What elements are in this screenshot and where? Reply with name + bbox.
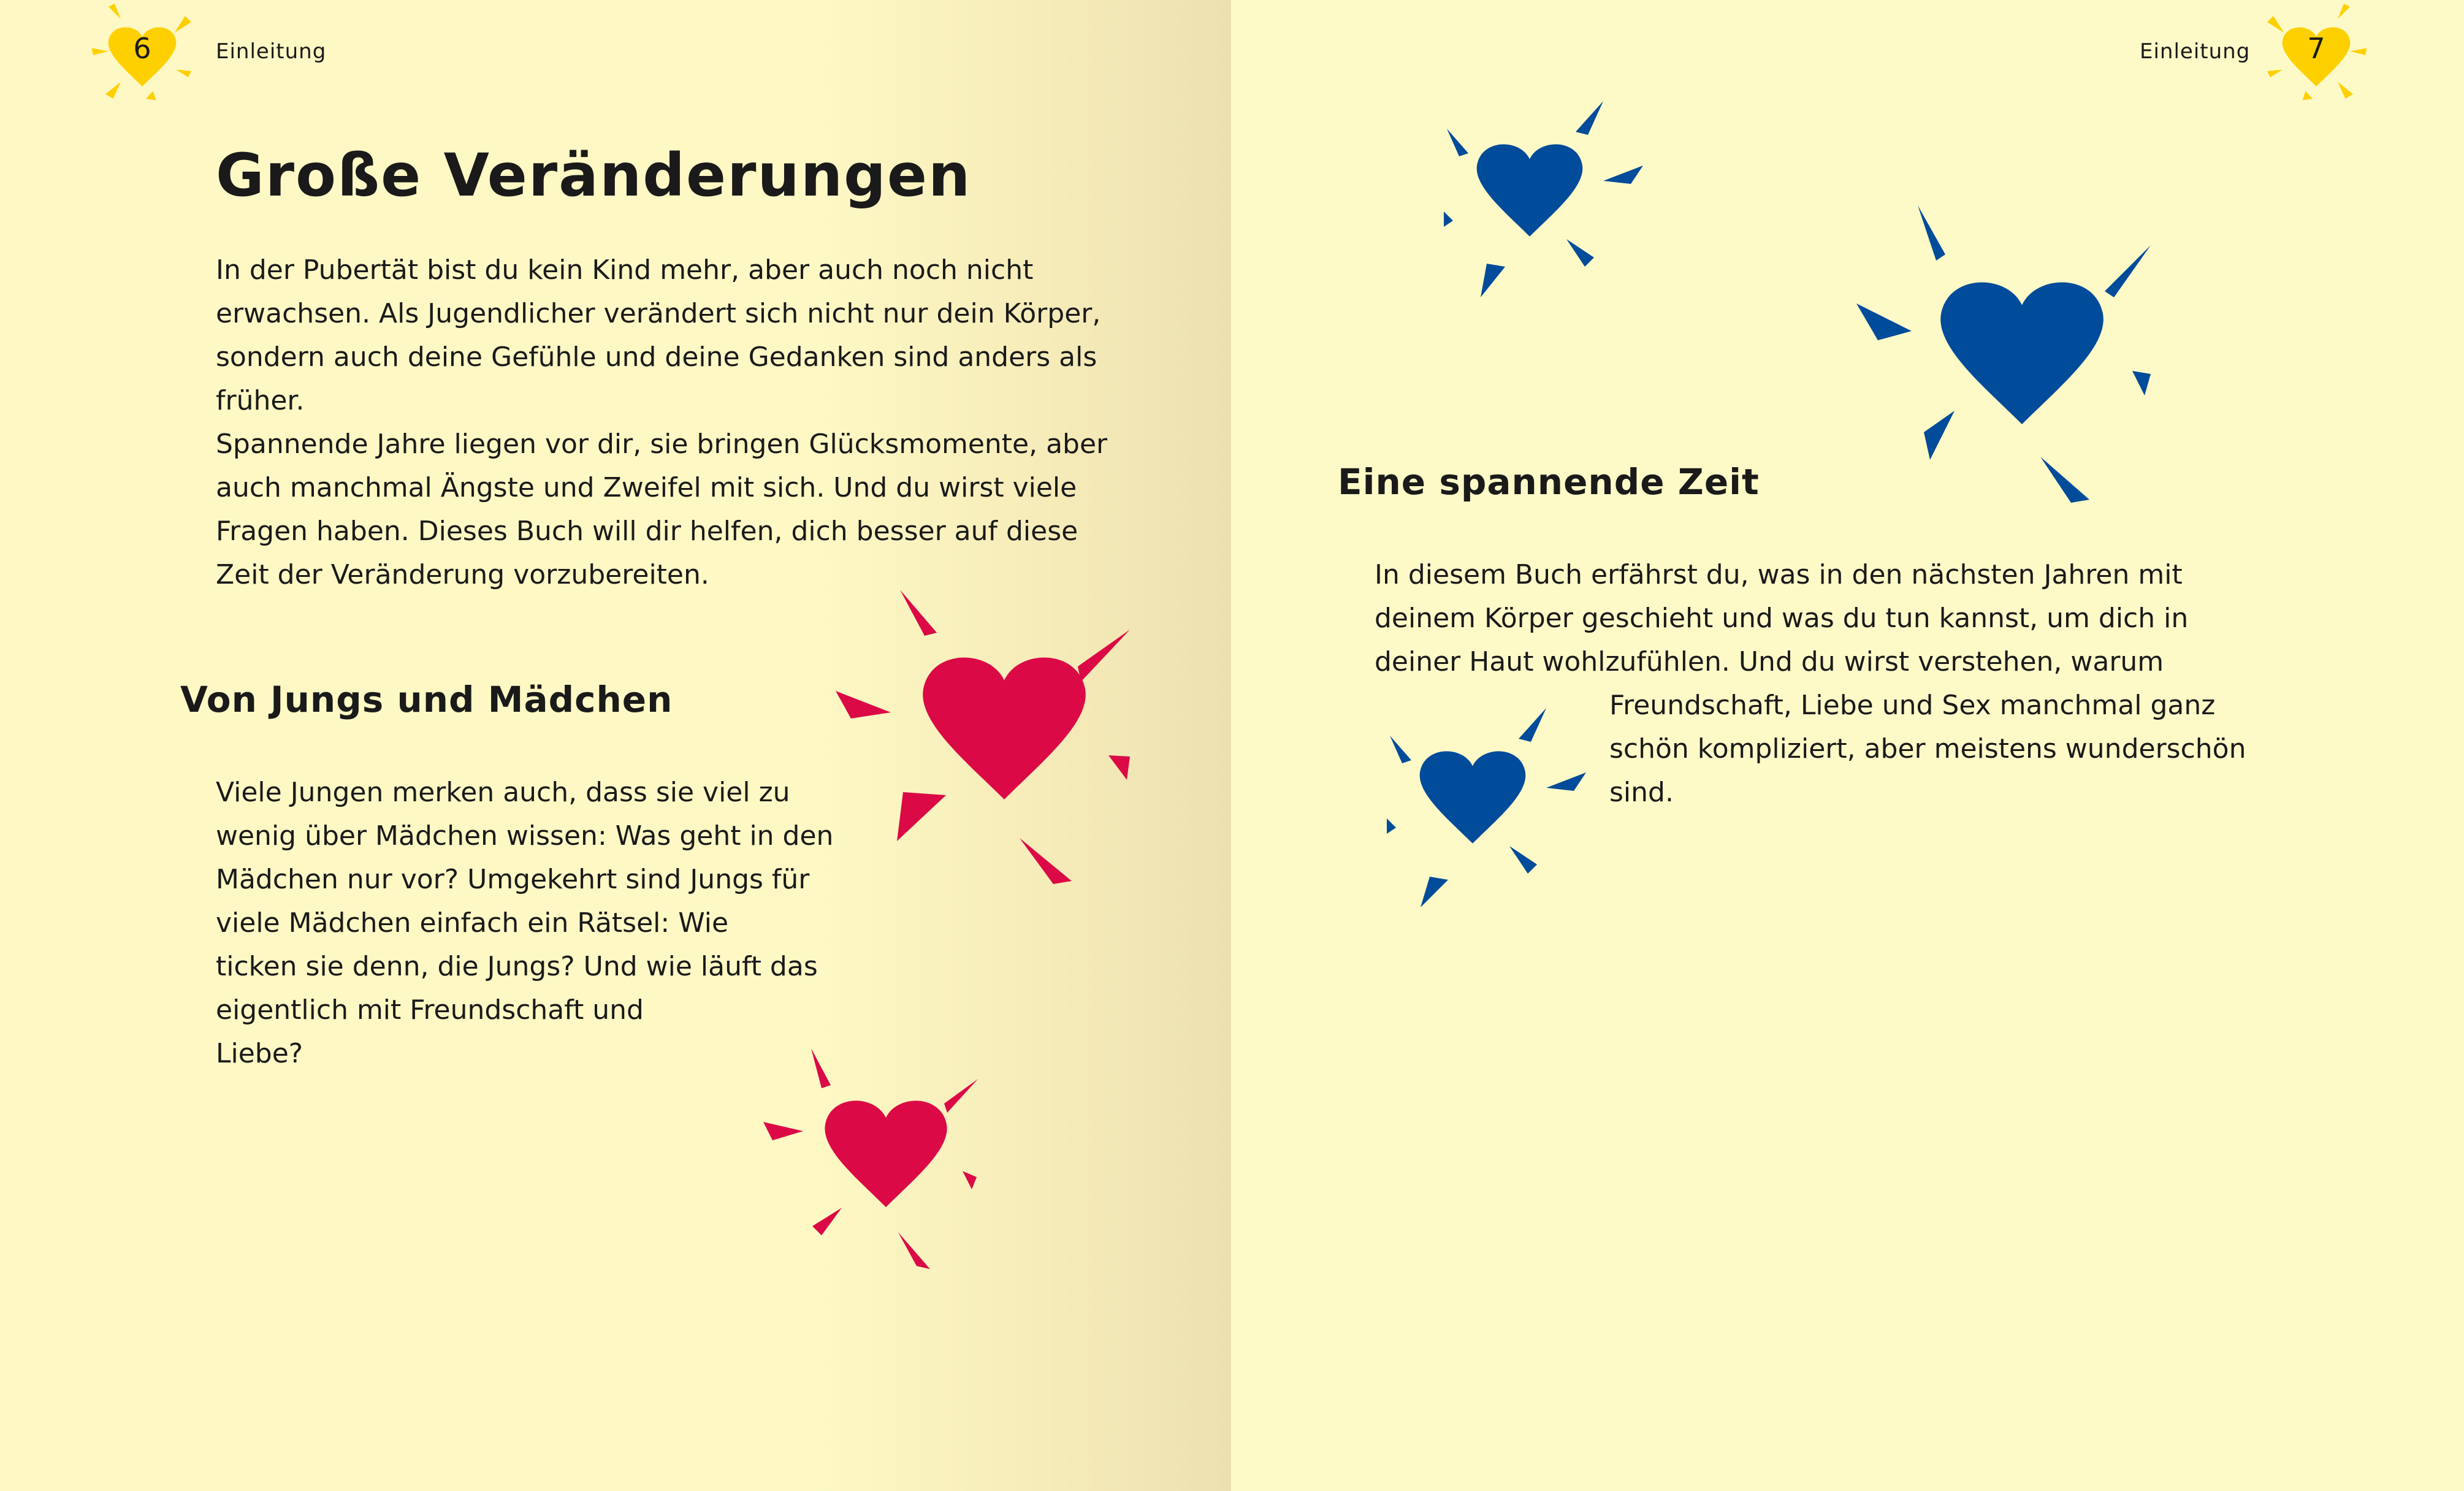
badge-ray — [2303, 91, 2313, 101]
badge-ray — [2338, 82, 2353, 99]
heart-ray — [1447, 129, 1468, 156]
heart-ray — [1390, 736, 1411, 763]
heart-ray — [1546, 772, 1586, 791]
heart-ray — [1519, 708, 1546, 742]
heart-ray — [812, 1208, 842, 1235]
blue-heart-burst-top — [1444, 101, 1643, 297]
section-heading-boys-girls: Von Jungs und Mädchen — [180, 679, 673, 720]
heart-ray — [1481, 264, 1505, 297]
heart-ray — [897, 792, 946, 841]
badge-ray — [176, 70, 191, 78]
intro-paragraph: In der Pubertät bist du kein Kind mehr, aber auch noch nicht erwachsen. Als Jugendlicher verändert sich nicht nur dein Körper, sondern auch deine Gefühle und deine Gedanken sind anders als früher. Spannende Jahre liegen vor dir, sie bringen Glücksmomente, aber auch manchmal Ängste und Zweifel mit sich. Und du wirst viele Fragen haben. Dieses Buch will dir helfen, dich besser auf diese Zeit der Veränderung vorzubereiten. — [216, 254, 1108, 590]
red-heart-icon — [825, 1100, 947, 1207]
blue-heart-icon — [1940, 283, 2104, 424]
running-head-right: Einleitung — [2140, 39, 2251, 64]
badge-ray — [2267, 16, 2284, 33]
heart-ray — [900, 590, 937, 636]
badge-ray — [175, 16, 192, 33]
blue-heart-burst-large — [1856, 205, 2151, 503]
badge-ray — [2338, 4, 2350, 19]
heart-ray — [2105, 245, 2151, 297]
blue-heart-icon — [1477, 144, 1583, 236]
badge-ray — [105, 82, 121, 99]
running-head-left: Einleitung — [216, 39, 327, 64]
heart-ray — [763, 1122, 803, 1140]
heart-ray — [1108, 755, 1130, 780]
red-heart-icon — [923, 658, 1086, 799]
heart-ray — [1924, 411, 1955, 460]
page-number-right: 7 — [2307, 32, 2325, 65]
heart-ray — [836, 691, 891, 719]
heart-ray — [1444, 212, 1453, 227]
exciting-time-paragraph-part1: In diesem Buch erfährst du, was in den nächsten Jahren mit deinem Körper geschieht und was du tun kannst, um dich in deiner Haut wohlzufühlen. Und du wirst verstehen, warum — [1375, 559, 2189, 677]
red-heart-burst-small — [763, 1048, 978, 1269]
badge-ray — [2350, 48, 2367, 56]
section-heading-exciting-time: Eine spannende Zeit — [1338, 461, 1760, 503]
blue-heart-icon — [1420, 751, 1526, 843]
heart-ray — [944, 1079, 978, 1113]
blue-heart-burst-inline — [1387, 708, 1586, 907]
exciting-time-paragraph-part2: Freundschaft, Liebe und Sex manchmal ganz schön kompliziert, aber meistens wunderschön sind. — [1609, 690, 2246, 808]
heart-ray — [1856, 303, 1912, 340]
heart-ray — [1509, 846, 1537, 874]
heart-ray — [1387, 818, 1396, 834]
page-number-left: 6 — [133, 32, 151, 65]
page-title: Große Veränderungen — [216, 141, 972, 210]
heart-ray — [1576, 101, 1603, 135]
heart-ray — [1918, 205, 1945, 261]
heart-ray — [1078, 630, 1130, 682]
badge-ray — [2267, 70, 2283, 78]
heart-ray — [1603, 166, 1643, 184]
heart-ray — [1566, 239, 1594, 267]
heart-ray — [2040, 457, 2089, 503]
heart-ray — [1020, 838, 1072, 884]
heart-ray — [1421, 877, 1448, 907]
badge-ray — [146, 91, 156, 101]
badge-ray — [92, 48, 109, 56]
heart-ray — [963, 1171, 977, 1189]
badge-ray — [109, 4, 121, 19]
heart-ray — [2132, 371, 2151, 395]
heart-ray — [898, 1232, 930, 1269]
red-heart-burst-large — [836, 590, 1130, 884]
section-paragraph-boys-girls: Viele Jungen merken auch, dass sie viel zu wenig über Mädchen wissen: Was geht in den Mädchen nur vor? Umgekehrt sind Jungs für viele Mädchen einfach ein Rätsel: Wie ticken sie denn, die Jungs? Und wie läuft das eigentlich mit Freundschaft und Liebe? — [216, 777, 834, 1069]
